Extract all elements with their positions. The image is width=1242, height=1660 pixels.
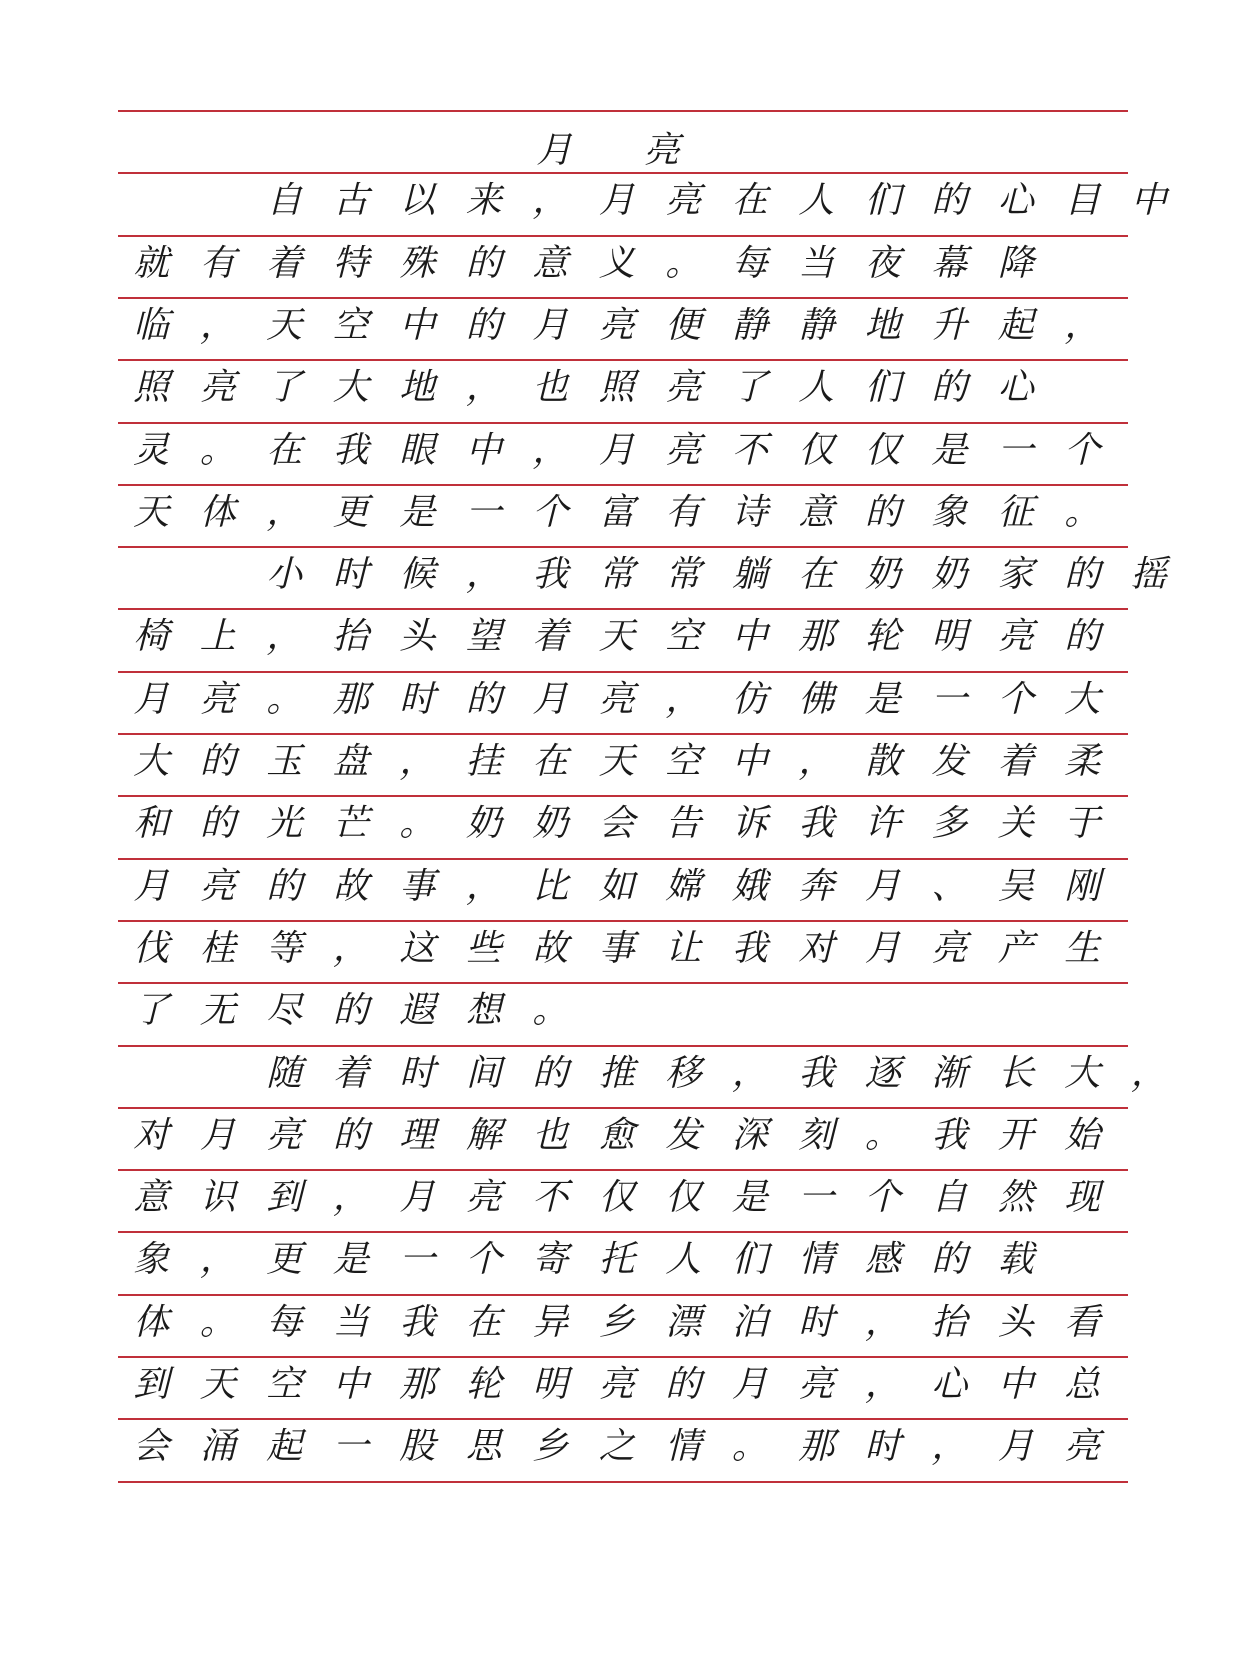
ruled-line — [118, 1294, 1128, 1296]
ruled-line — [118, 546, 1128, 548]
ruled-line — [118, 608, 1128, 610]
text-line: 大 的 玉 盘 ， 挂 在 天 空 中 ， 散 发 着 柔 — [133, 741, 1101, 782]
ruled-line — [118, 733, 1128, 735]
ruled-line — [118, 1169, 1128, 1171]
text-line: 月 亮 的 故 事 ， 比 如 嫦 娥 奔 月 、 吴 刚 — [133, 865, 1101, 907]
ruled-line — [118, 858, 1128, 860]
ruled-line — [118, 484, 1128, 486]
ruled-line — [118, 110, 1128, 112]
text-line: 对 月 亮 的 理 解 也 愈 发 深 刻 。 我 开 始 — [133, 1114, 1101, 1156]
text-line: 照 亮 了 大 地 ， 也 照 亮 了 人 们 的 心 — [133, 367, 1034, 409]
ruled-line — [118, 1481, 1128, 1483]
page-title: 月 亮 — [536, 130, 710, 171]
ruled-line — [118, 920, 1128, 922]
text-line: 椅 上 ， 抬 头 望 着 天 空 中 那 轮 明 亮 的 — [133, 616, 1101, 658]
text-line: 就 有 着 特 殊 的 意 义 。 每 当 夜 幕 降 — [133, 242, 1034, 284]
ruled-line — [118, 1231, 1128, 1233]
ruled-line — [118, 1356, 1128, 1358]
ruled-line — [118, 1107, 1128, 1109]
ruled-line — [118, 172, 1128, 174]
text-line: 体 。 每 当 我 在 异 乡 漂 泊 时 ， 抬 头 看 — [133, 1301, 1101, 1343]
text-line: 随 着 时 间 的 推 移 ， 我 逐 渐 长 大 ， — [266, 1052, 1167, 1094]
text-line: 灵 。 在 我 眼 中 ， 月 亮 不 仅 仅 是 一 个 — [133, 429, 1101, 471]
ruled-line — [118, 359, 1128, 361]
ruled-line — [118, 671, 1128, 673]
text-line: 伐 桂 等 ， 这 些 故 事 让 我 对 月 亮 产 生 — [133, 927, 1101, 969]
text-line: 小 时 候 ， 我 常 常 躺 在 奶 奶 家 的 摇 — [266, 554, 1167, 596]
text-line: 自 古 以 来 ， 月 亮 在 人 们 的 心 目 中 — [266, 180, 1167, 222]
text-line: 和 的 光 芒 。 奶 奶 会 告 诉 我 许 多 关 于 — [133, 803, 1101, 845]
text-line: 临 ， 天 空 中 的 月 亮 便 静 静 地 升 起 ， — [133, 304, 1101, 346]
text-line: 意 识 到 ， 月 亮 不 仅 仅 是 一 个 自 然 现 — [133, 1177, 1101, 1219]
ruled-line — [118, 1418, 1128, 1420]
text-line: 象 ， 更 是 一 个 寄 托 人 们 情 感 的 载 — [133, 1239, 1034, 1281]
ruled-line — [118, 235, 1128, 237]
ruled-line — [118, 1045, 1128, 1047]
ruled-line — [118, 297, 1128, 299]
text-line: 会 涌 起 一 股 思 乡 之 情 。 那 时 ， 月 亮 — [133, 1426, 1101, 1468]
ruled-line — [118, 982, 1128, 984]
ruled-line — [118, 795, 1128, 797]
text-line: 天 体 ， 更 是 一 个 富 有 诗 意 的 象 征 。 — [133, 491, 1101, 533]
text-line: 了 无 尽 的 遐 想 。 — [133, 990, 569, 1032]
ruled-line — [118, 422, 1128, 424]
text-line: 月 亮 。 那 时 的 月 亮 ， 仿 佛 是 一 个 大 — [133, 678, 1101, 720]
text-line: 到 天 空 中 那 轮 明 亮 的 月 亮 ， 心 中 总 — [133, 1364, 1101, 1405]
